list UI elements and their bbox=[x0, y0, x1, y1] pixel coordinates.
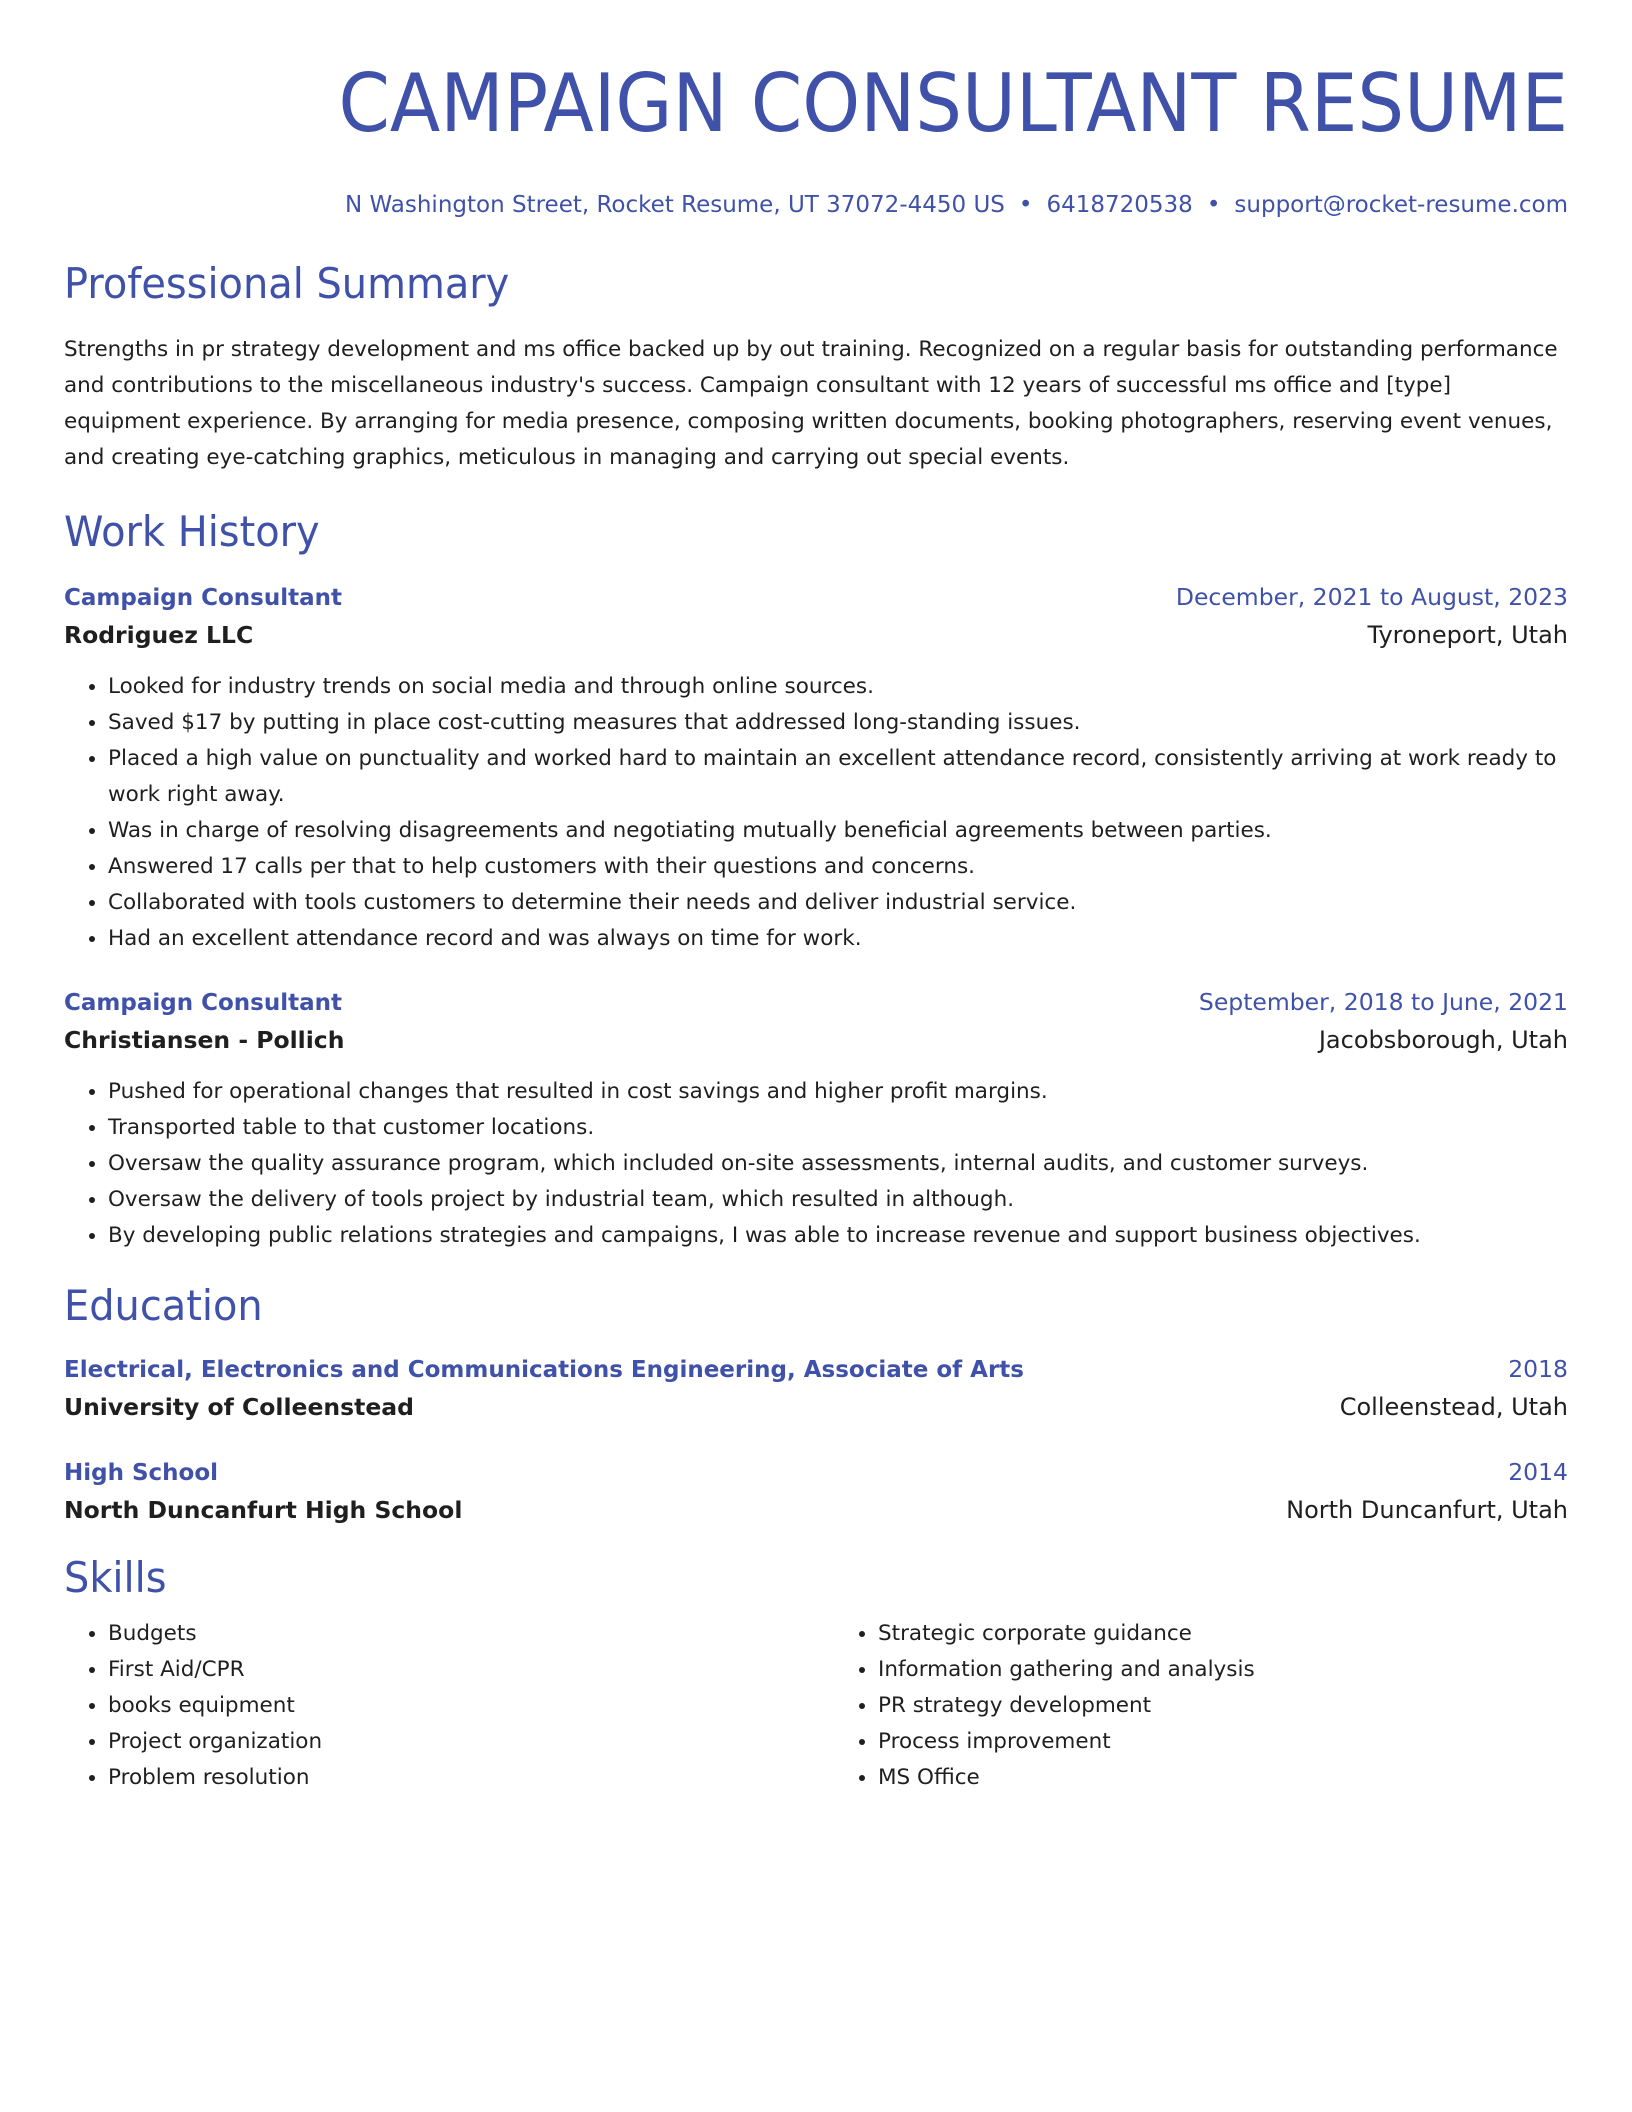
job-bullet: • Saved $17 by putting in place cost-cutting measures that addressed long-standing issues. bbox=[108, 705, 1568, 741]
job-entry bbox=[64, 985, 1568, 1254]
job-bullet: • Collaborated with tools customers to determine their needs and deliver industrial service. bbox=[108, 885, 1568, 921]
contact-line bbox=[64, 190, 1568, 220]
education-degree-row bbox=[64, 1455, 1568, 1490]
skills-list-right bbox=[798, 1616, 1568, 1796]
work-history-heading: Work History bbox=[64, 507, 320, 556]
contact-separator: • bbox=[1206, 192, 1221, 218]
education-school-row bbox=[64, 1490, 1568, 1530]
skill-item: • PR strategy development bbox=[878, 1688, 1568, 1724]
job-company-row bbox=[64, 1020, 1568, 1060]
job-bullet: • Looked for industry trends on social media and through online sources. bbox=[108, 669, 1568, 705]
job-role: Campaign Consultant bbox=[64, 990, 342, 1016]
job-bullet: • Answered 17 calls per that to help customers with their questions and concerns. bbox=[108, 849, 1568, 885]
contact-address: N Washington Street, Rocket Resume, UT 37072-4450 US bbox=[344, 192, 1005, 218]
education-school: North Duncanfurt High School bbox=[64, 1496, 463, 1524]
skills-heading: Skills bbox=[64, 1553, 167, 1602]
skill-item: • Problem resolution bbox=[108, 1760, 798, 1796]
education-heading: Education bbox=[64, 1281, 263, 1330]
job-bullet: • Placed a high value on punctuality and worked hard to maintain an excellent attendance record, consistently arriving at work ready to work right away. bbox=[108, 741, 1568, 813]
skill-item: • Project organization bbox=[108, 1724, 798, 1760]
skill-item: • books equipment bbox=[108, 1688, 798, 1724]
contact-separator: • bbox=[1018, 192, 1033, 218]
job-location: Jacobsborough, Utah bbox=[1318, 1026, 1568, 1054]
job-title-row bbox=[64, 985, 1568, 1020]
job-company: Rodriguez LLC bbox=[64, 621, 254, 649]
contact-phone: 6418720538 bbox=[1046, 192, 1193, 218]
resume-title: CAMPAIGN CONSULTANT RESUME bbox=[338, 57, 1568, 150]
education-degree: High School bbox=[64, 1460, 219, 1486]
summary-text: Strengths in pr strategy development and ms office backed up by out training. Recognized on a regular basis for outstanding performance and contributions to the miscellaneous industry's success. Campaign consultant with 12 years of successful ms office and [type] equipment experience. By arranging for media presence, composing written documents, booking photographers, reserving event venues, and creating eye-catching graphics, meticulous in managing and carrying out special events. bbox=[64, 337, 1558, 470]
education-school-row bbox=[64, 1387, 1568, 1427]
summary-heading: Professional Summary bbox=[64, 259, 510, 308]
education-entry bbox=[64, 1455, 1568, 1530]
education-location: Colleenstead, Utah bbox=[1339, 1393, 1568, 1421]
job-bullet: • Had an excellent attendance record and was always on time for work. bbox=[108, 921, 1568, 957]
job-dates: September, 2018 to June, 2021 bbox=[1198, 988, 1568, 1016]
education-year: 2014 bbox=[1508, 1458, 1568, 1486]
job-bullet: • Was in charge of resolving disagreements and negotiating mutually beneficial agreements between parties. bbox=[108, 813, 1568, 849]
skill-item: • MS Office bbox=[878, 1760, 1568, 1796]
resume-page bbox=[64, 0, 1568, 1796]
job-dates: December, 2021 to August, 2023 bbox=[1175, 583, 1568, 611]
education-year: 2018 bbox=[1508, 1355, 1568, 1383]
job-role: Campaign Consultant bbox=[64, 585, 342, 611]
job-company: Christiansen - Pollich bbox=[64, 1026, 345, 1054]
skills-columns bbox=[64, 1616, 1568, 1796]
job-bullet: • Oversaw the quality assurance program, which included on-site assessments, internal audits, and customer surveys. bbox=[108, 1146, 1568, 1182]
education-degree-row bbox=[64, 1352, 1568, 1387]
education-location: North Duncanfurt, Utah bbox=[1286, 1496, 1568, 1524]
job-bullet: • Pushed for operational changes that resulted in cost savings and higher profit margins. bbox=[108, 1074, 1568, 1110]
skills-list-left bbox=[64, 1616, 798, 1796]
education-degree: Electrical, Electronics and Communications Engineering, Associate of Arts bbox=[64, 1357, 1024, 1383]
job-entry bbox=[64, 580, 1568, 957]
skill-item: • Process improvement bbox=[878, 1724, 1568, 1760]
job-bullet: • Oversaw the delivery of tools project by industrial team, which resulted in although. bbox=[108, 1182, 1568, 1218]
job-title-row bbox=[64, 580, 1568, 615]
skill-item: • First Aid/CPR bbox=[108, 1652, 798, 1688]
skill-item: • Budgets bbox=[108, 1616, 798, 1652]
job-bullet: • By developing public relations strategies and campaigns, I was able to increase revenue and support business objectives. bbox=[108, 1218, 1568, 1254]
contact-email: support@rocket-resume.com bbox=[1234, 192, 1568, 218]
job-company-row bbox=[64, 615, 1568, 655]
job-bullets bbox=[64, 669, 1568, 957]
education-entry bbox=[64, 1352, 1568, 1427]
education-school: University of Colleenstead bbox=[64, 1393, 414, 1421]
job-location: Tyroneport, Utah bbox=[1367, 621, 1568, 649]
skill-item: • Information gathering and analysis bbox=[878, 1652, 1568, 1688]
skill-item: • Strategic corporate guidance bbox=[878, 1616, 1568, 1652]
job-bullets bbox=[64, 1074, 1568, 1254]
job-bullet: • Transported table to that customer locations. bbox=[108, 1110, 1568, 1146]
